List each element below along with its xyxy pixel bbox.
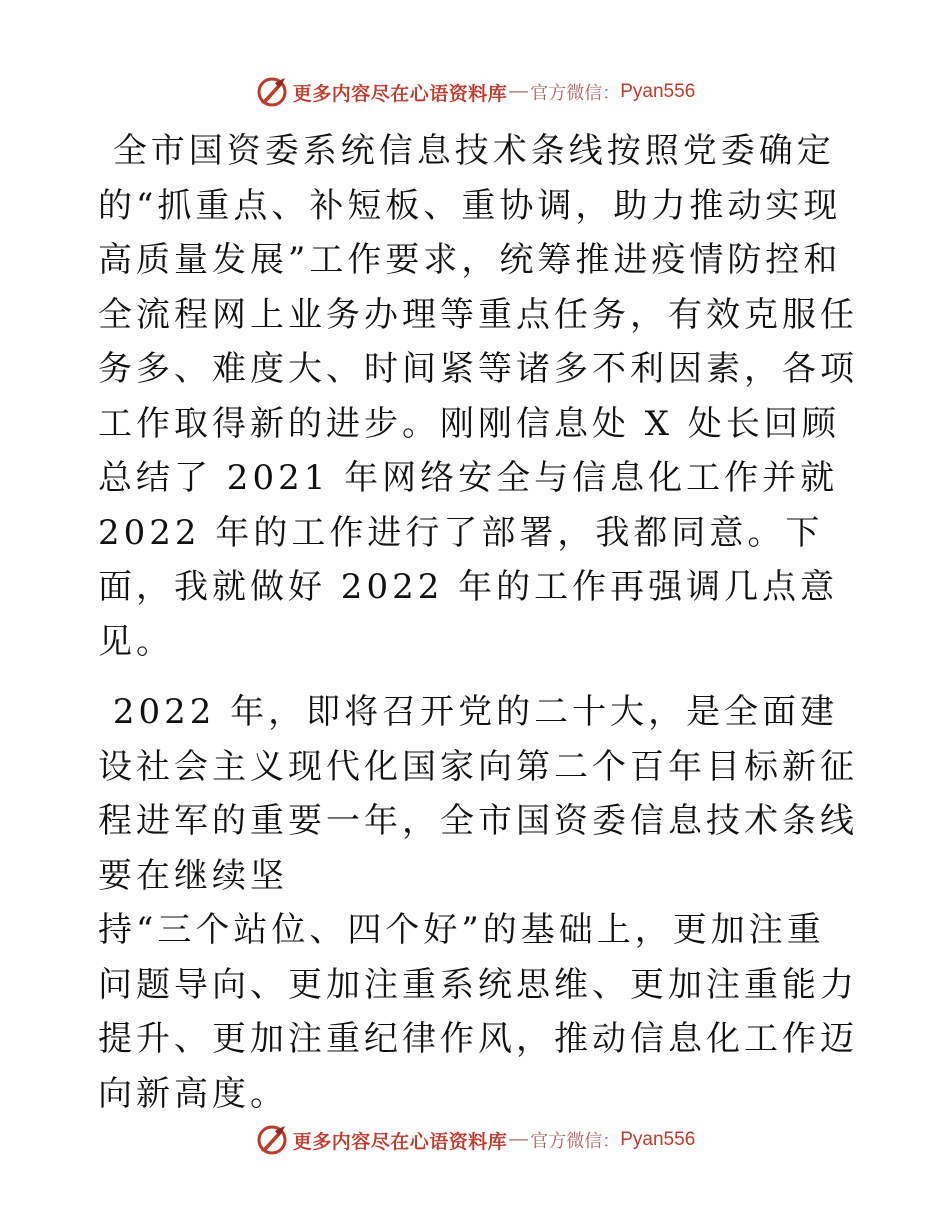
watermark-brand: 更多内容尽在心语资料库: [292, 82, 508, 105]
watermark-dash: —: [509, 81, 529, 102]
watermark-wechat-id: Pyan556: [620, 81, 696, 102]
quill-logo-icon: [255, 1123, 289, 1157]
document-body: [98, 124, 858, 1121]
watermark-wechat-label: 官方微信：: [530, 83, 621, 104]
watermark-brand: 更多内容尽在心语资料库: [292, 1130, 508, 1153]
quill-logo-icon: [255, 75, 289, 109]
paragraph-2: 2022 年，即将召开党的二十大，是全面建设社会主义现代化国家向第二个百年目标新征程进军的重要一年，全市国资委信息技术条线要在继续坚 持“三个站位、四个好”的基础上，更加注重问题导向、更加注重系统思维、更加注重能力提升、更加注重纪律作风，推动信息化工作迈向新高度。: [98, 692, 858, 1114]
watermark-wechat-label: 官方微信：: [530, 1131, 621, 1152]
footer-watermark: [0, 1120, 950, 1160]
watermark-wechat-id: Pyan556: [620, 1129, 696, 1150]
watermark-dash: —: [509, 1129, 529, 1150]
header-watermark: [0, 72, 950, 112]
paragraph-1: 全市国资委系统信息技术条线按照党委确定 的“抓重点、补短板、重协调，助力推动实现高质量发展”工作要求，统筹推进疫情防控和全流程网上业务办理等重点任务，有效克服任务多、难度大、时间紧等诸多不利因素，各项工作取得新的进步。刚刚信息处 X 处长回顾总结了 2021 年网络安全与信息化工作并就 2022 年的工作进行了部署，我都同意。下面，我就做好 2022 年的工作再强调几点意见。: [98, 131, 858, 662]
